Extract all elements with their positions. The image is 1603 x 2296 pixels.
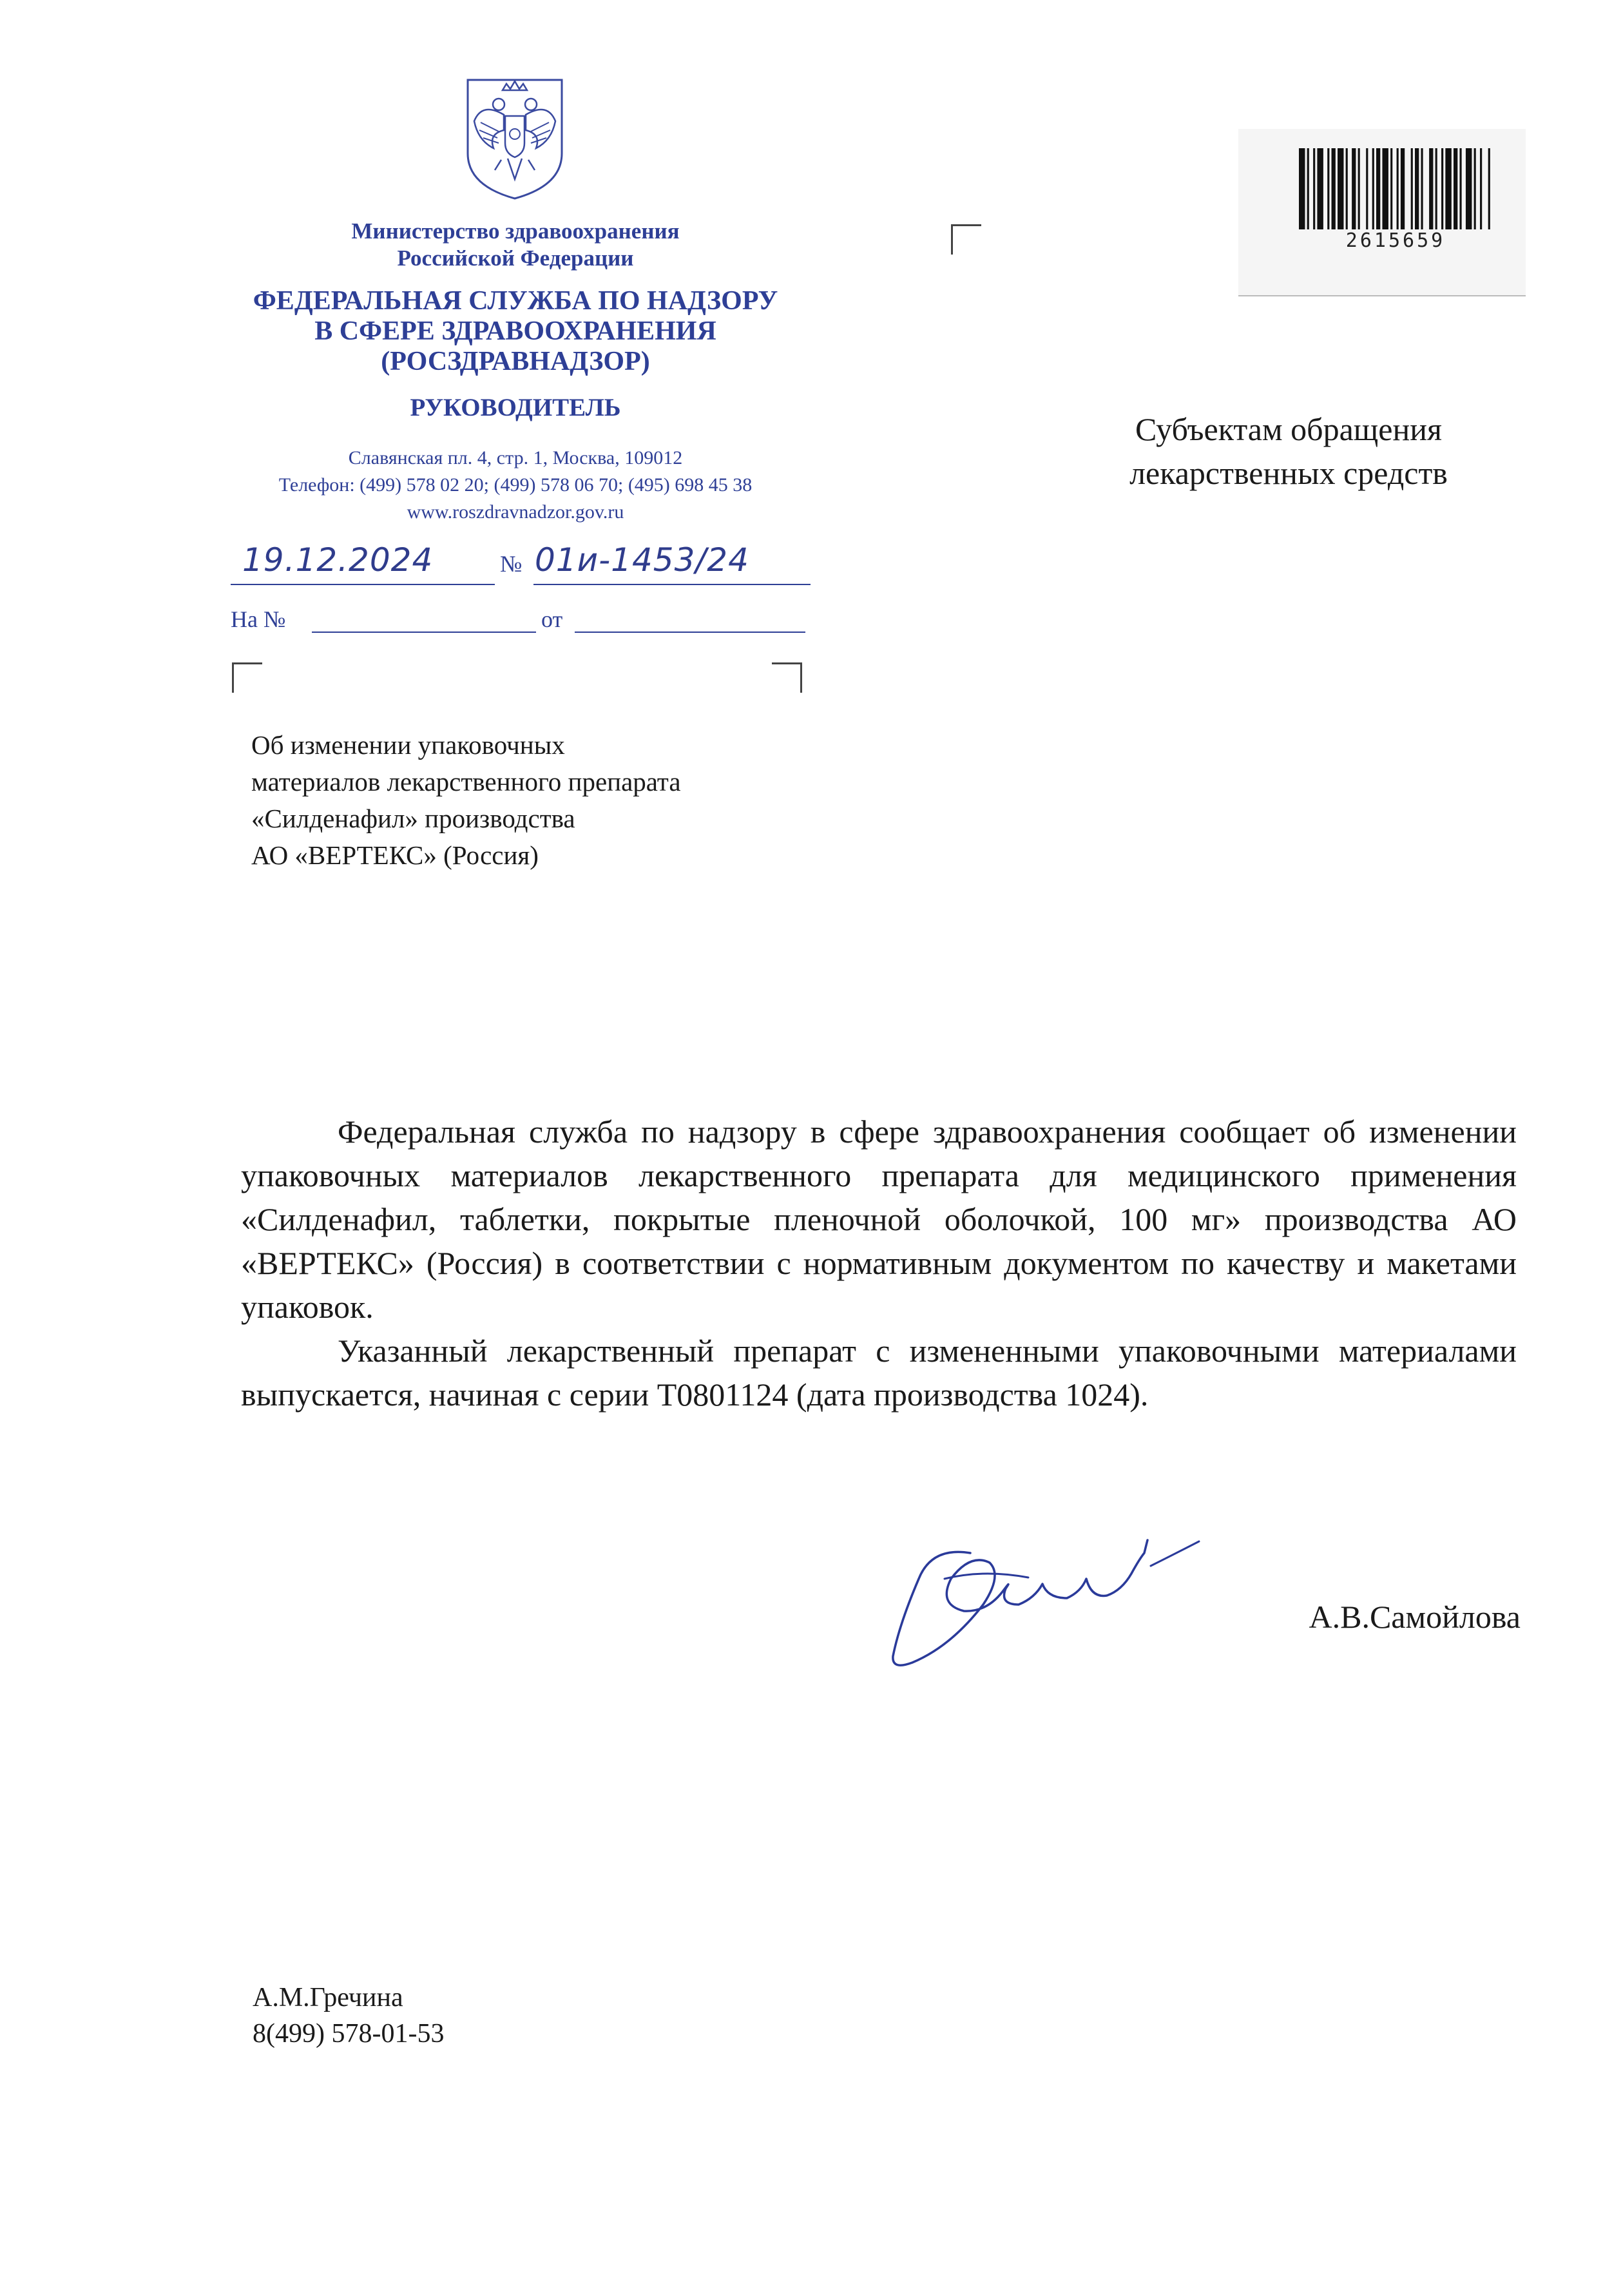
barcode-bar <box>1299 148 1305 229</box>
registration-date: 19.12.2024 <box>242 541 434 579</box>
subject-line-2: материалов лекарственного препарата <box>251 767 681 796</box>
recipient-line-1: Субъектам обращения <box>1135 411 1442 447</box>
barcode-bar <box>1411 148 1413 229</box>
service-line-1: ФЕДЕРАЛЬНАЯ СЛУЖБА ПО НАДЗОРУ <box>253 286 778 316</box>
recipient-line-2: лекарственных средств <box>1129 455 1448 491</box>
ministry-line-1: Министерство здравоохранения <box>351 218 680 244</box>
postal-address: Славянская пл. 4, стр. 1, Москва, 109012 <box>348 447 683 468</box>
ref-number-blank <box>312 632 536 633</box>
ref-number-label: На № <box>231 606 286 632</box>
letter-body <box>241 1110 1517 1416</box>
barcode-bar <box>1332 148 1336 229</box>
subject-line-4: АО «ВЕРТЕКС» (Россия) <box>251 840 539 870</box>
signer-name: А.В.Самойлова <box>1309 1599 1521 1635</box>
head-title: РУКОВОДИТЕЛЬ <box>410 394 621 421</box>
barcode-bar <box>1358 148 1360 229</box>
contact-block <box>200 445 831 526</box>
executor-block <box>253 1980 704 2052</box>
phone-numbers: Телефон: (499) 578 02 20; (499) 578 06 70; (495) 698 45 38 <box>278 474 753 496</box>
barcode-bar <box>1352 148 1356 229</box>
barcode-bar <box>1459 148 1461 229</box>
barcode-bar <box>1382 148 1388 229</box>
barcode-bar <box>1372 148 1374 229</box>
reference-line <box>231 606 811 638</box>
barcode-bar <box>1466 148 1472 229</box>
russian-coat-of-arms-icon <box>463 76 567 202</box>
registration-number: 01и-1453/24 <box>535 541 749 579</box>
barcode-bar <box>1454 148 1457 229</box>
subject-line-3: «Силденафил» производства <box>251 804 575 833</box>
barcode-bar <box>1327 148 1329 229</box>
body-paragraph-1: Федеральная служба по надзору в сфере здравоохранения сообщает об изменении упаковочных материалов лекарственного препарата для медицинского применения «Силденафил, таблетки, покрытые пленочной оболочкой, 100 мг» производства АО «ВЕРТЕКС» (Россия) в соответствии с нормативным документом по качеству и макетами упаковок. <box>241 1114 1517 1325</box>
handwritten-signature <box>874 1501 1209 1675</box>
barcode-bar <box>1401 148 1405 229</box>
barcode-bar <box>1346 148 1348 229</box>
corner-bracket <box>232 662 262 693</box>
barcode-bar <box>1415 148 1419 229</box>
corner-bracket <box>951 224 981 255</box>
body-paragraph-2: Указанный лекарственный препарат с измененными упаковочными материалами выпускается, начиная с серии Т0801124 (дата производства 1024). <box>241 1333 1517 1413</box>
executor-name: А.М.Гречина <box>253 1983 403 2012</box>
recipient <box>1044 407 1533 495</box>
corner-bracket <box>772 662 802 693</box>
website: www.roszdravnadzor.gov.ru <box>407 501 624 523</box>
divider <box>1238 295 1526 296</box>
barcode-bar <box>1480 148 1482 229</box>
barcode-bar <box>1421 148 1423 229</box>
ministry-line-2: Российской Федерации <box>397 246 634 271</box>
barcode <box>1299 148 1492 229</box>
service-line-3: (РОСЗДРАВНАДЗОР) <box>381 347 650 376</box>
number-sign: № <box>500 551 523 577</box>
ref-date-blank <box>575 632 805 633</box>
barcode-number: 2615659 <box>1345 229 1446 252</box>
ref-from-label: от <box>541 606 563 632</box>
service-name <box>193 286 838 377</box>
barcode-bar <box>1366 148 1368 229</box>
barcode-bar <box>1338 148 1343 229</box>
barcode-bar <box>1397 148 1399 229</box>
barcode-bar <box>1435 148 1437 229</box>
barcode-bar <box>1317 148 1323 229</box>
ministry-name <box>232 218 799 272</box>
letter-subject <box>251 727 896 874</box>
barcode-bar <box>1488 148 1490 229</box>
barcode-bar <box>1441 148 1443 229</box>
barcode-bar <box>1474 148 1476 229</box>
number-underline <box>533 584 811 585</box>
subject-line-1: Об изменении упаковочных <box>251 730 565 760</box>
barcode-bar <box>1313 148 1315 229</box>
barcode-bar <box>1445 148 1451 229</box>
executor-phone: 8(499) 578-01-53 <box>253 2019 445 2049</box>
service-line-2: В СФЕРЕ ЗДРАВООХРАНЕНИЯ <box>314 316 716 346</box>
barcode-label <box>1238 129 1526 296</box>
barcode-bar <box>1390 148 1392 229</box>
barcode-bar <box>1307 148 1309 229</box>
registration-line <box>231 541 901 593</box>
barcode-bar <box>1429 148 1433 229</box>
date-underline <box>231 584 495 585</box>
barcode-bar <box>1376 148 1380 229</box>
